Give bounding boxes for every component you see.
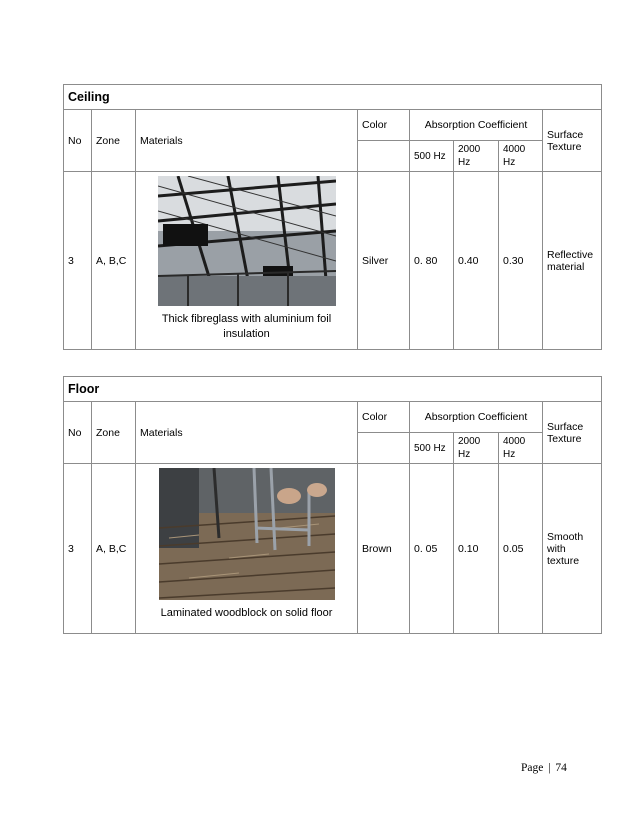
ceiling-zone: A, B,C	[92, 172, 136, 350]
ceiling-surface: Reflective material	[543, 172, 602, 350]
floor-surface: Smooth with texture	[543, 464, 602, 634]
ceiling-a500: 0. 80	[410, 172, 454, 350]
header-color: Color	[358, 110, 410, 141]
header-surface-texture: Surface Texture	[543, 402, 602, 464]
header-zone: Zone	[92, 110, 136, 172]
header-color-blank	[358, 433, 410, 464]
header-materials: Materials	[136, 110, 358, 172]
header-color-blank	[358, 141, 410, 172]
header-2000hz: 2000 Hz	[454, 141, 499, 172]
ceiling-no: 3	[64, 172, 92, 350]
ceiling-material-caption: Thick fibreglass with aluminium foil insulation	[161, 313, 332, 340]
ceiling-photo	[158, 176, 336, 306]
page-footer	[521, 762, 567, 774]
header-color: Color	[358, 402, 410, 433]
floor-section-title: Floor	[64, 377, 602, 402]
page-number: 74	[555, 762, 567, 774]
header-no: No	[64, 402, 92, 464]
header-500hz: 500 Hz	[410, 433, 454, 464]
ceiling-table	[63, 84, 602, 350]
header-no: No	[64, 110, 92, 172]
floor-zone: A, B,C	[92, 464, 136, 634]
floor-a4000: 0.05	[499, 464, 543, 634]
header-4000hz: 4000 Hz	[499, 433, 543, 464]
header-500hz: 500 Hz	[410, 141, 454, 172]
header-materials: Materials	[136, 402, 358, 464]
page-label: Page	[521, 762, 544, 774]
ceiling-section-title: Ceiling	[64, 85, 602, 110]
ceiling-a4000: 0.30	[499, 172, 543, 350]
floor-photo	[159, 468, 335, 600]
header-absorption: Absorption Coefficient	[410, 110, 543, 141]
header-surface-texture: Surface Texture	[543, 110, 602, 172]
page-separator: |	[548, 762, 551, 774]
floor-a500: 0. 05	[410, 464, 454, 634]
header-absorption: Absorption Coefficient	[410, 402, 543, 433]
header-zone: Zone	[92, 402, 136, 464]
floor-color: Brown	[358, 464, 410, 634]
floor-material-caption: Laminated woodblock on solid floor	[160, 607, 333, 619]
floor-a2000: 0.10	[454, 464, 499, 634]
floor-no: 3	[64, 464, 92, 634]
header-4000hz: 4000 Hz	[499, 141, 543, 172]
header-2000hz: 2000 Hz	[454, 433, 499, 464]
floor-table	[63, 376, 602, 634]
ceiling-material-cell	[136, 172, 358, 350]
ceiling-color: Silver	[358, 172, 410, 350]
ceiling-a2000: 0.40	[454, 172, 499, 350]
floor-material-cell	[136, 464, 358, 634]
